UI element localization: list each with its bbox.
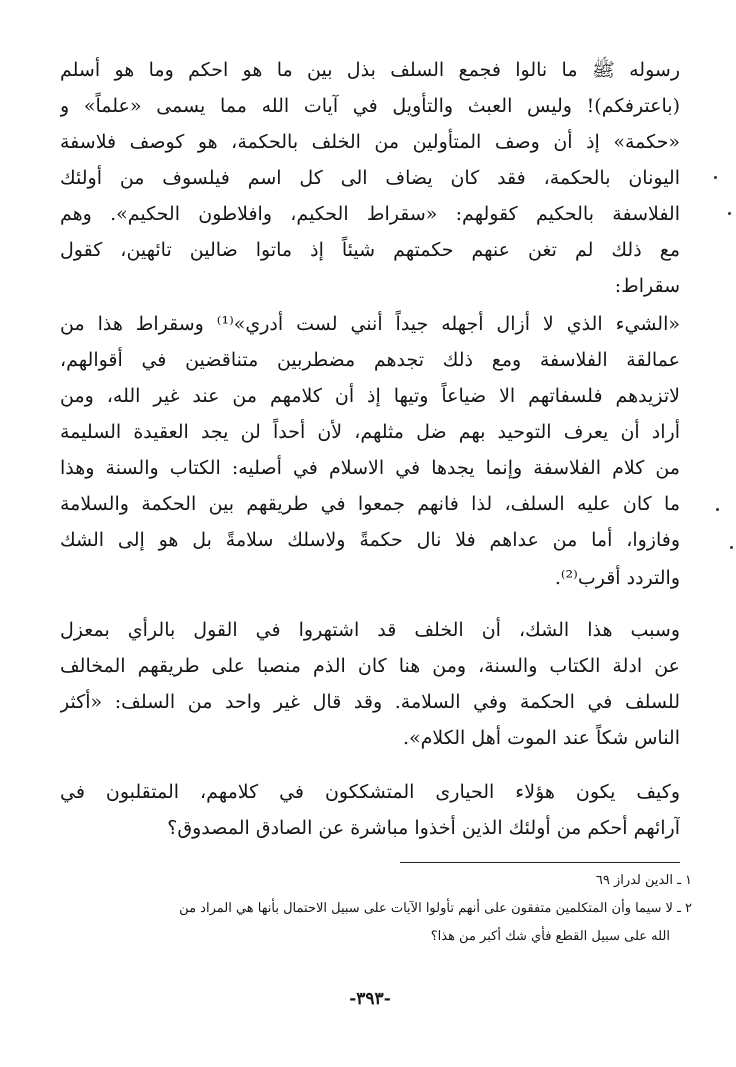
body-line-16: وسبب هذا الشك، أن الخلف قد اشتهروا في القول بالرأي بمعزل — [60, 619, 680, 641]
body-line-7: سقراط: — [614, 275, 680, 297]
footnote-1: ١ ـ الدين لدراز ٦٩ — [595, 873, 692, 888]
body-line-12: من كلام الفلاسفة وإنما يجدها في الاسلام في أصليه: الكتاب والسنة وهذا — [60, 457, 680, 479]
footnote-divider — [400, 862, 680, 863]
body-line-4: اليونان بالحكمة، فقد كان يضاف الى كل اسم فيلسوف من أولئك — [60, 167, 680, 189]
body-line-14: وفازوا، أما من عداهم فلا نال حكمةً ولاسلك سلامةً بل هو إلى الشك — [60, 529, 680, 551]
body-line-17: عن ادلة الكتاب والسنة، ومن هنا كان الذم منصبا على طريقهم المخالف — [60, 655, 680, 677]
body-line-19: الناس شكاً عند الموت أهل الكلام». — [403, 727, 680, 749]
page-number: -٣٩٣- — [349, 989, 391, 1009]
margin-dot — [714, 176, 717, 179]
body-line-15: والتردد أقرب⁽²⁾. — [554, 567, 680, 589]
body-line-20: وكيف يكون هؤلاء الحيارى المتشككون في كلامهم، المتقلبون في — [60, 781, 680, 803]
body-line-3: «حكمة» إذ أن وصف المتأولين من الخلف بالحكمة، هو كوصف فلاسفة — [60, 131, 680, 153]
body-line-1: رسوله ﷺ ما نالوا فجمع السلف بذل بين ما هو احكم وما هو أسلم — [60, 59, 680, 81]
body-line-10: لاتزيدهم فلسفاتهم الا ضياعاً وتيها إذ أن كلامهم من عند غير الله، ومن — [60, 385, 680, 407]
body-line-2: (باعترفكم)! وليس العبث والتأويل في آيات الله مما يسمى «علماً» و — [60, 95, 680, 117]
margin-dot — [716, 508, 719, 511]
margin-dot — [730, 546, 733, 549]
body-line-6: مع ذلك لم تغن عنهم حكمتهم شيئاً إذ ماتوا ضالين تائهين، كقول — [60, 239, 680, 261]
body-line-9: عمالقة الفلاسفة ومع ذلك تجدهم مضطربين متناقضين في أقوالهم، — [60, 349, 680, 371]
body-line-11: أراد أن يعرف التوحيد بهم ضل مثلهم، لأن أحداً لن يجد العقيدة السليمة — [60, 421, 680, 443]
body-line-13: ما كان عليه السلف، لذا فانهم جمعوا في طريقهم بين الحكمة والسلامة — [60, 493, 680, 515]
footnote-2-continuation: الله على سبيل القطع فأي شك أكبر من هذا؟ — [430, 929, 670, 944]
footnote-2: ٢ ـ لا سيما وأن المتكلمين متفقون على أنهم تأولوا الآيات على سبيل الاحتمال بأنها هي المراد من — [179, 901, 692, 916]
margin-dot — [728, 212, 731, 215]
body-line-8: «الشيء الذي لا أزال أجهله جيداً أنني لست أدري»⁽¹⁾ وسقراط هذا من — [60, 313, 680, 335]
body-line-21: آرائهم أحكم من أولئك الذين أخذوا مباشرة عن الصادق المصدوق؟ — [167, 817, 680, 839]
body-line-18: للسلف في الحكمة وفي السلامة. وقد قال غير واحد من السلف: «أكثر — [60, 691, 680, 713]
body-line-5: الفلاسفة بالحكيم كقولهم: «سقراط الحكيم، وافلاطون الحكيم». وهم — [60, 203, 680, 225]
